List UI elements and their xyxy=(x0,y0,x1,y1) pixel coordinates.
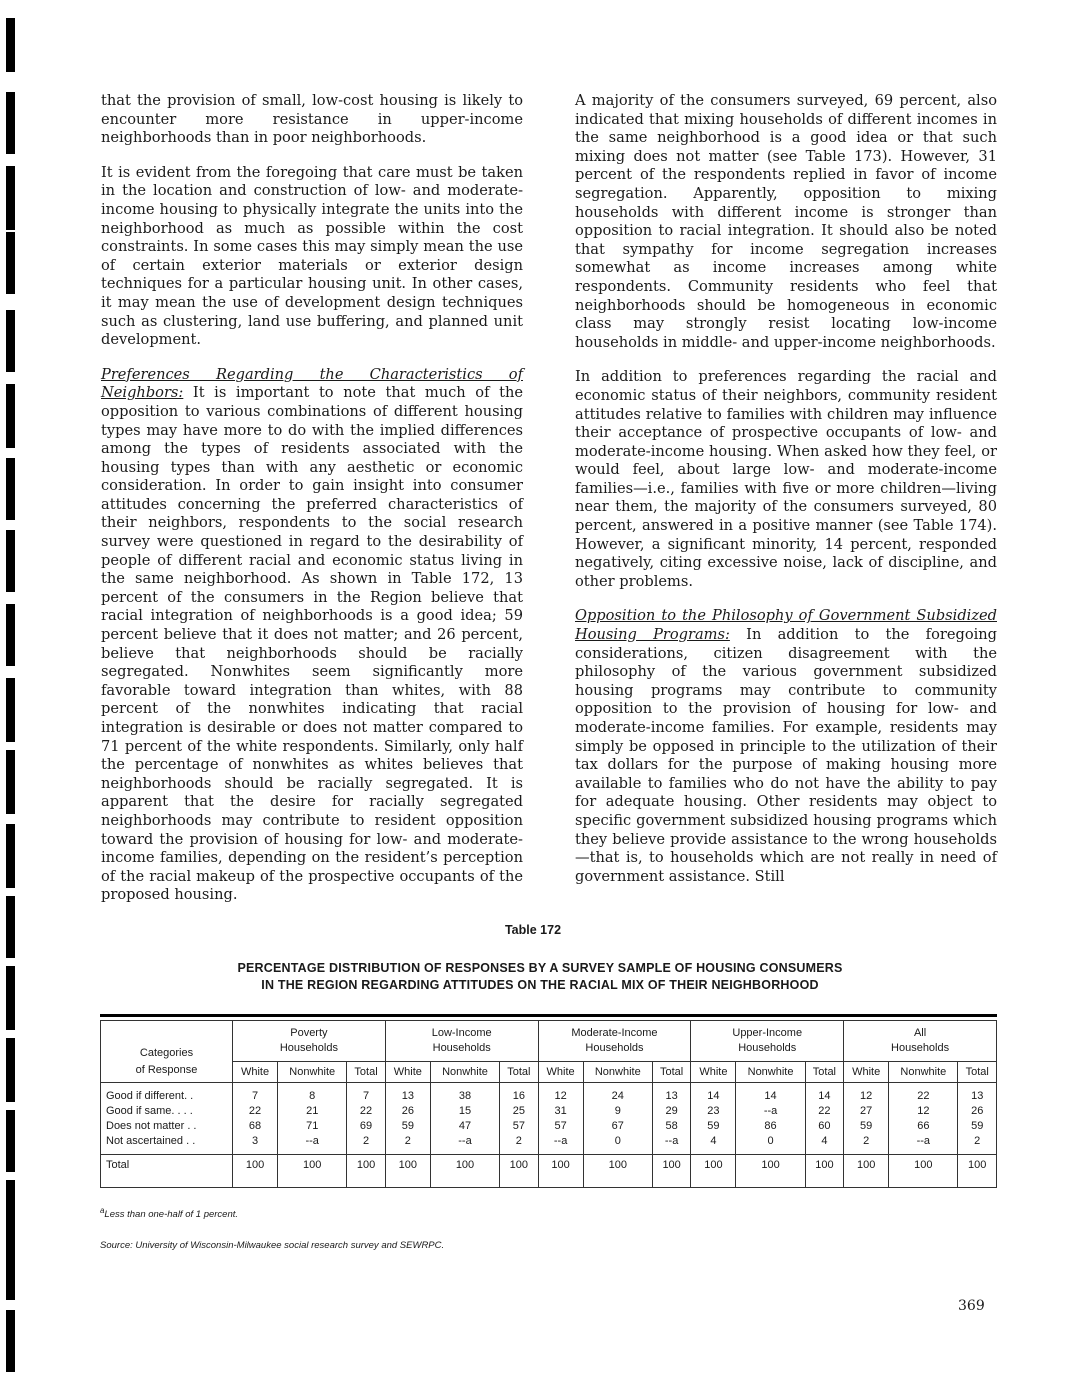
table-cell: 100 xyxy=(691,1155,736,1188)
section-lead-heading: Preferences Regarding the Characteristics of Neighbors: xyxy=(101,365,523,402)
table-cell: 4 xyxy=(691,1134,736,1155)
table-cell: 67 xyxy=(583,1119,652,1134)
group-header-line-2: Households xyxy=(279,1042,338,1054)
table-heading xyxy=(150,960,930,994)
category-header xyxy=(101,1021,233,1083)
section-lead-heading: Opposition to the Philosophy of Government Subsidized Housing Programs: xyxy=(575,607,997,644)
table-cell: 100 xyxy=(652,1155,690,1188)
column-header: White xyxy=(233,1062,278,1083)
column-header: White xyxy=(691,1062,736,1083)
binding-mark xyxy=(6,750,15,814)
group-header-line-1: All xyxy=(913,1027,927,1039)
right-text-column xyxy=(575,92,997,902)
table-subheader-row xyxy=(101,1062,997,1083)
binding-mark xyxy=(6,966,15,1030)
table-cell: 58 xyxy=(652,1119,690,1134)
table-cell: 57 xyxy=(538,1119,583,1134)
paragraph-text: A majority of the consumers surveyed, 69 percent, also indicated that mixing households of different incomes in the same neighborhood is a good idea or that such mixing does not matter (see Table 173). However, 31 percent of the respondents replied in favor of income segregation. Apparently, opposition to mixing households with different income is stronger than opposition to racial integration. It should also be noted that sympathy for income segregation increases somewhat as income increases among white respondents. Community residents who feel that neighborhoods should be homogeneous in economic class may strongly resist locating low-income households in middle- and upper-income neighborhoods. xyxy=(575,92,997,351)
table-cell: 13 xyxy=(385,1083,430,1105)
table-cell: 60 xyxy=(805,1119,843,1134)
table-cell: 12 xyxy=(889,1104,958,1119)
column-header: White xyxy=(538,1062,583,1083)
paragraph xyxy=(575,368,997,591)
table-group-header-row xyxy=(101,1021,997,1062)
table-cell: 7 xyxy=(347,1083,385,1105)
table-cell: 24 xyxy=(583,1083,652,1105)
paragraph-text: In addition to preferences regarding the racial and economic status of their neighbors, community resident attitudes relative to families with children may influence their acceptance of prospective occupants of low- and moderate-income housing. When asked how they feel, or would feel, about large low- and moderate-income families—i.e., families with five or more children—living near them, the majority of the consumers surveyed, 80 percent, answered in a positive manner (see Table 174). However, a significant minority, 14 percent, responded negatively, citing excessive noise, lack of discipline, and other problems. xyxy=(575,368,997,590)
paragraph xyxy=(575,607,997,886)
binding-mark xyxy=(6,530,15,592)
table-cell: 47 xyxy=(430,1119,499,1134)
column-header: Nonwhite xyxy=(430,1062,499,1083)
binding-mark xyxy=(6,1110,15,1172)
table-heading-line-1: PERCENTAGE DISTRIBUTION OF RESPONSES BY A SURVEY SAMPLE OF HOUSING CONSUMERS xyxy=(237,961,843,975)
table-cell: 59 xyxy=(958,1119,997,1134)
table-cell: 71 xyxy=(278,1119,347,1134)
table-cell: 2 xyxy=(347,1134,385,1155)
table-row xyxy=(101,1083,997,1105)
table-cell: 59 xyxy=(691,1119,736,1134)
binding-mark xyxy=(6,310,15,372)
column-header: Total xyxy=(500,1062,538,1083)
table-cell: 0 xyxy=(583,1134,652,1155)
group-header-line-2: Households xyxy=(585,1042,644,1054)
column-header: Nonwhite xyxy=(889,1062,958,1083)
table-cell: 100 xyxy=(958,1155,997,1188)
table-cell: 69 xyxy=(347,1119,385,1134)
column-header: Nonwhite xyxy=(736,1062,805,1083)
table-cell: 7 xyxy=(233,1083,278,1105)
table-cell: 22 xyxy=(233,1104,278,1119)
binding-mark xyxy=(6,166,15,230)
group-header-line-2: Households xyxy=(738,1042,797,1054)
table-cell: 100 xyxy=(844,1155,889,1188)
table-cell: 0 xyxy=(736,1134,805,1155)
group-header-line-1: Moderate-Income xyxy=(571,1027,658,1039)
column-header: White xyxy=(385,1062,430,1083)
table-cell: 9 xyxy=(583,1104,652,1119)
binding-mark xyxy=(6,1310,15,1372)
column-header: Nonwhite xyxy=(583,1062,652,1083)
group-header xyxy=(691,1021,844,1062)
binding-mark xyxy=(6,604,15,666)
footnote-text: Less than one-half of 1 percent. xyxy=(104,1209,239,1221)
table-total-row xyxy=(101,1155,997,1188)
binding-mark xyxy=(6,1180,15,1244)
group-header-line-2: Households xyxy=(432,1042,491,1054)
table-cell: 66 xyxy=(889,1119,958,1134)
paragraph xyxy=(101,164,523,350)
page-number: 369 xyxy=(958,1298,985,1314)
table-cell: 2 xyxy=(844,1134,889,1155)
table-cell: 27 xyxy=(844,1104,889,1119)
table-row xyxy=(101,1119,997,1134)
table-cell: --a xyxy=(652,1134,690,1155)
table-cell: 100 xyxy=(278,1155,347,1188)
paragraph xyxy=(101,366,523,905)
group-header-line-1: Upper-Income xyxy=(732,1027,803,1039)
table-cell: 26 xyxy=(958,1104,997,1119)
group-header-line-2: Households xyxy=(891,1042,950,1054)
paragraph-text: that the provision of small, low-cost housing is likely to encounter more resistance in upper-income neighborhoods than in poor neighborhoods. xyxy=(101,92,523,147)
table-cell: 23 xyxy=(691,1104,736,1119)
table-cell: 2 xyxy=(385,1134,430,1155)
table-top-rule xyxy=(100,1014,997,1017)
column-header: White xyxy=(844,1062,889,1083)
table-cell: 38 xyxy=(430,1083,499,1105)
binding-marks xyxy=(6,0,16,1380)
column-header: Total xyxy=(652,1062,690,1083)
group-header xyxy=(385,1021,538,1062)
column-header: Total xyxy=(958,1062,997,1083)
binding-mark xyxy=(6,18,15,72)
table-cell: 57 xyxy=(500,1119,538,1134)
table-cell: 100 xyxy=(805,1155,843,1188)
paragraph-text: In addition to the foregoing considerations, citizen disagreement with the philosophy of the various government subsidized housing programs may contribute to community opposition to the provision of housing for low- and moderate-income families. For example, residents may simply be opposed in principle to the utilization of their tax dollars for the purpose of making housing more available to families who do not have the ability to pay for adequate housing. Other residents may object to specific government subsidized housing programs which they believe provide assistance to the wrong households—that is, to households which are not really in need of government assistance. Still xyxy=(575,626,998,885)
footnote xyxy=(100,1206,238,1220)
table-cell: 14 xyxy=(736,1083,805,1105)
binding-mark xyxy=(6,384,15,448)
binding-mark xyxy=(6,824,15,888)
table-cell: 29 xyxy=(652,1104,690,1119)
table-cell: 2 xyxy=(958,1134,997,1155)
source-note: Source: University of Wisconsin-Milwaukee social research survey and SEWRPC. xyxy=(100,1240,445,1251)
row-category: Good if same. . . . xyxy=(101,1104,233,1119)
table-cell: 100 xyxy=(538,1155,583,1188)
binding-mark xyxy=(6,458,15,520)
table-cell: 100 xyxy=(889,1155,958,1188)
table-row xyxy=(101,1134,997,1155)
table-cell: 31 xyxy=(538,1104,583,1119)
table-cell: 100 xyxy=(583,1155,652,1188)
category-header-line-2: of Response xyxy=(135,1064,198,1076)
table-cell: --a xyxy=(430,1134,499,1155)
table-cell: 59 xyxy=(844,1119,889,1134)
table-number: Table 172 xyxy=(504,923,562,937)
footnote-marker: a xyxy=(100,1206,105,1215)
paragraph-text: It is evident from the foregoing that care must be taken in the location and construction of low- and moderate-income housing to physically integrate the units into the neighborhood as much as possible within the cost constraints. In some cases this may simply mean the use of certain exterior materials or exterior design techniques for a particular housing unit. In other cases, it may mean the use of development design techniques such as clustering, land use buffering, and planned unit development. xyxy=(101,163,523,349)
table-cell: 100 xyxy=(430,1155,499,1188)
binding-mark xyxy=(6,232,15,294)
table-cell: 12 xyxy=(538,1083,583,1105)
table-heading-line-2: IN THE REGION REGARDING ATTITUDES ON THE RACIAL MIX OF THEIR NEIGHBORHOOD xyxy=(261,978,819,992)
row-category: Does not matter . . xyxy=(101,1119,233,1134)
group-header xyxy=(844,1021,997,1062)
table-cell: --a xyxy=(736,1104,805,1119)
table-cell: --a xyxy=(889,1134,958,1155)
group-header xyxy=(538,1021,691,1062)
table-cell: 2 xyxy=(500,1134,538,1155)
table-cell: 100 xyxy=(500,1155,538,1188)
binding-mark xyxy=(6,1038,15,1102)
table-cell: 59 xyxy=(385,1119,430,1134)
table-row xyxy=(101,1104,997,1119)
table-cell: 86 xyxy=(736,1119,805,1134)
table-cell: 22 xyxy=(889,1083,958,1105)
table-cell: 3 xyxy=(233,1134,278,1155)
table-cell: 12 xyxy=(844,1083,889,1105)
table-cell: 26 xyxy=(385,1104,430,1119)
table-cell: --a xyxy=(278,1134,347,1155)
column-header: Total xyxy=(347,1062,385,1083)
table-cell: 22 xyxy=(805,1104,843,1119)
binding-mark xyxy=(6,92,15,154)
column-header: Nonwhite xyxy=(278,1062,347,1083)
column-header: Total xyxy=(805,1062,843,1083)
group-header-line-1: Low-Income xyxy=(431,1027,492,1039)
table-cell: 14 xyxy=(805,1083,843,1105)
group-header xyxy=(233,1021,386,1062)
row-category: Good if different. . xyxy=(101,1083,233,1105)
table-cell: 100 xyxy=(736,1155,805,1188)
table-cell: 8 xyxy=(278,1083,347,1105)
paragraph xyxy=(575,92,997,352)
table-cell: 100 xyxy=(385,1155,430,1188)
row-category: Total xyxy=(101,1155,233,1188)
table-cell: --a xyxy=(538,1134,583,1155)
table-cell: 15 xyxy=(430,1104,499,1119)
binding-mark xyxy=(6,1238,15,1300)
paragraph-text: It is important to note that much of the opposition to various combinations of different housing types may have more to do with the implied differences among the types of residents associated with the housing types than with any aesthetic or economic consideration. In order to gain insight into consumer attitudes concerning the preferred characteristics of their neighbors, respondents to the social research survey were questioned in regard to the desirability of people of different racial and economic status living in the same neighborhood. As shown in Table 172, 13 percent of the consumers in the Region believe that racial integration of neighborhoods is a good idea; 59 percent believe that it does not matter; and 26 percent, believe that neighborhoods should be racially segregated. Nonwhites seem significantly more favorable toward integration than whites, with 88 percent of the nonwhites indicating that racial integration is desirable or does not matter compared to 71 percent of the white respondents. Similarly, only half the percentage of nonwhites as whites believes that neighborhoods should be racially segregated. It is apparent that the desire for racially segregated neighborhoods may contribute to resident opposition toward the provision of housing for low- and moderate-income families, depending on the resident’s perception of the racial makeup of the prospective occupants of the proposed housing. xyxy=(101,384,523,904)
table-cell: 22 xyxy=(347,1104,385,1119)
response-table xyxy=(100,1020,997,1188)
table-cell: 13 xyxy=(652,1083,690,1105)
table-cell: 100 xyxy=(233,1155,278,1188)
table-cell: 16 xyxy=(500,1083,538,1105)
category-header-line-1: Categories xyxy=(139,1047,194,1059)
binding-mark xyxy=(6,678,15,742)
row-category: Not ascertained . . xyxy=(101,1134,233,1155)
table-cell: 100 xyxy=(347,1155,385,1188)
table-cell: 68 xyxy=(233,1119,278,1134)
table-cell: 25 xyxy=(500,1104,538,1119)
table-cell: 13 xyxy=(958,1083,997,1105)
left-text-column xyxy=(101,92,523,921)
table-cell: 21 xyxy=(278,1104,347,1119)
table-cell: 14 xyxy=(691,1083,736,1105)
group-header-line-1: Poverty xyxy=(290,1027,328,1039)
table-cell: 4 xyxy=(805,1134,843,1155)
paragraph xyxy=(101,92,523,148)
